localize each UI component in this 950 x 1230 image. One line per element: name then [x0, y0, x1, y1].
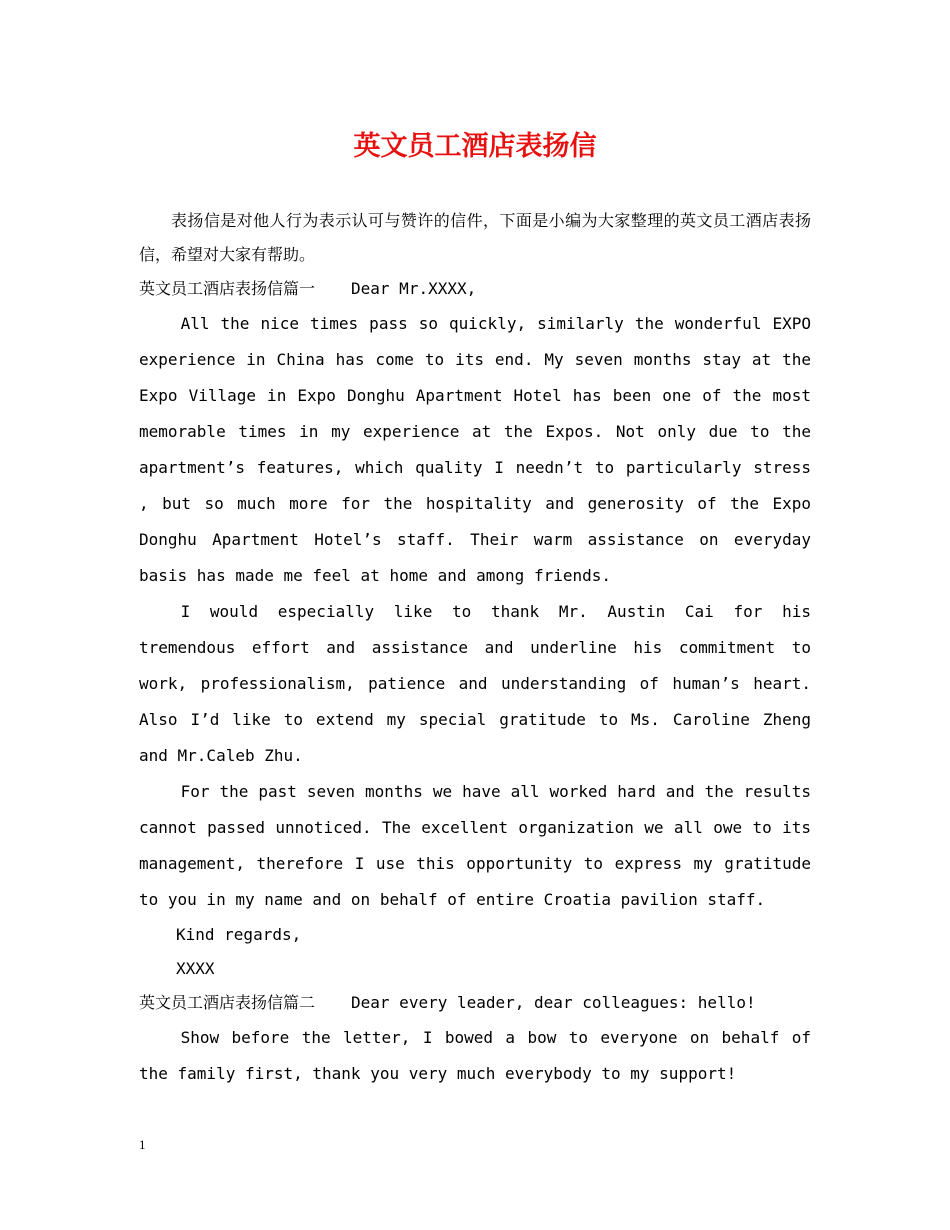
intro-paragraph: 表扬信是对他人行为表示认可与赞许的信件，下面是小编为大家整理的英文员工酒店表扬信，希望对大家有帮助。	[139, 211, 811, 264]
page-number: 1	[139, 1137, 146, 1152]
letter1-paragraph-3: For the past seven months we have all worked hard and the results cannot passed unnoticed. The excellent organization we all owe to its management, therefore I use this opportunity to express my gratitude to you in my name and on behalf of entire Croatia pavilion staff.	[139, 782, 811, 909]
document-body	[139, 204, 811, 1092]
letter1-salutation: Dear Mr.XXXX,	[351, 279, 477, 298]
letter1-signature: XXXX	[176, 959, 215, 978]
letter2-heading: 英文员工酒店表扬信篇二	[139, 993, 316, 1012]
letter1-closing: Kind regards,	[176, 925, 302, 944]
letter2-salutation: Dear every leader, dear colleagues: hello!	[351, 993, 756, 1012]
letter2-heading-line	[139, 986, 811, 1020]
letter1-paragraph-2: I would especially like to thank Mr. Austin Cai for his tremendous effort and assistance and underline his commitment to work, professionalism, patience and understanding of human’s heart. Also I’d like to extend my special gratitude to Ms. Caroline Zheng and Mr.Caleb Zhu.	[139, 602, 811, 765]
letter1-paragraph-1: All the nice times pass so quickly, similarly the wonderful EXPO experience in China has come to its end. My seven months stay at the Expo Village in Expo Donghu Apartment Hotel has been one of the most memorable times in my experience at the Expos. Not only due to the apartment’s features, which quality I needn’t to particularly stress , but so much more for the hospitality and generosity of the Expo Donghu Apartment Hotel’s staff. Their warm assistance on everyday basis has made me feel at home and among friends.	[139, 314, 811, 585]
letter1-heading-line	[139, 272, 811, 306]
document-title: 英文员工酒店表扬信	[353, 131, 597, 162]
letter1-heading: 英文员工酒店表扬信篇一	[139, 279, 316, 298]
letter2-paragraph-1: Show before the letter, I bowed a bow to everyone on behalf of the family first, thank you very much everybody to my support!	[139, 1028, 811, 1083]
